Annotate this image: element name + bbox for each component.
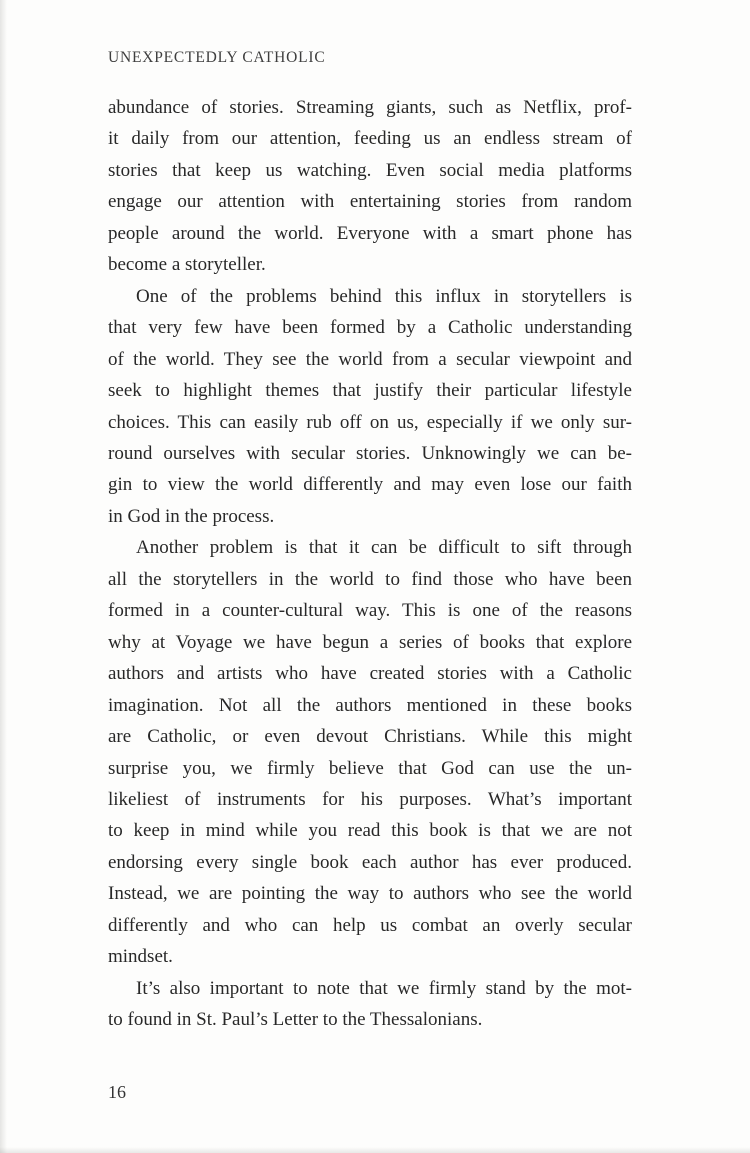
text-line: imagination. Not all the authors mentioned in these books bbox=[108, 694, 632, 716]
text-line: gin to view the world differently and may even lose our faith bbox=[108, 474, 632, 496]
page-bottom-edge-shadow bbox=[0, 1147, 750, 1153]
text-line: of the world. They see the world from a secular viewpoint and bbox=[108, 348, 632, 370]
text-line: endorsing every single book each author has ever produced. bbox=[108, 851, 632, 873]
text-line: seek to highlight themes that justify their particular lifestyle bbox=[108, 380, 632, 402]
text-line: round ourselves with secular stories. Unknowingly we can be- bbox=[108, 442, 632, 464]
text-line: in God in the process. bbox=[108, 505, 275, 527]
text-line: mindset. bbox=[108, 946, 173, 968]
text-line: differently and who can help us combat an overly secular bbox=[108, 914, 632, 936]
paragraph bbox=[108, 973, 632, 1036]
paragraph bbox=[108, 281, 632, 533]
text-line: formed in a counter-cultural way. This is one of the reasons bbox=[108, 600, 632, 622]
text-line: that very few have been formed by a Catholic understanding bbox=[108, 317, 632, 339]
running-header: UNEXPECTEDLY CATHOLIC bbox=[108, 49, 326, 66]
text-line: likeliest of instruments for his purposes. What’s important bbox=[108, 788, 632, 810]
text-line: become a storyteller. bbox=[108, 254, 266, 276]
text-line: Instead, we are pointing the way to authors who see the world bbox=[108, 883, 632, 905]
paragraph bbox=[108, 92, 632, 281]
text-line: It’s also important to note that we firmly stand by the mot- bbox=[136, 977, 632, 999]
text-line: surprise you, we firmly believe that God can use the un- bbox=[108, 757, 632, 779]
text-line: abundance of stories. Streaming giants, such as Netflix, prof- bbox=[108, 97, 632, 118]
text-line: all the storytellers in the world to find those who have been bbox=[108, 568, 632, 590]
text-line: engage our attention with entertaining stories from random bbox=[108, 191, 632, 213]
text-line: people around the world. Everyone with a smart phone has bbox=[108, 222, 632, 244]
text-line: choices. This can easily rub off on us, especially if we only sur- bbox=[108, 411, 632, 433]
text-line: why at Voyage we have begun a series of books that explore bbox=[108, 631, 632, 653]
text-line: stories that keep us watching. Even social media platforms bbox=[108, 159, 632, 181]
text-line: it daily from our attention, feeding us an endless stream of bbox=[108, 128, 632, 150]
text-line: to found in St. Paul’s Letter to the Thessalonians. bbox=[108, 1009, 483, 1031]
text-line: are Catholic, or even devout Christians. While this might bbox=[108, 726, 632, 748]
page-left-edge-shadow bbox=[0, 0, 7, 1153]
text-line: One of the problems behind this influx in storytellers is bbox=[136, 285, 632, 307]
text-line: authors and artists who have created stories with a Catholic bbox=[108, 663, 632, 685]
text-line: to keep in mind while you read this book is that we are not bbox=[108, 820, 632, 842]
text-line: Another problem is that it can be difficult to sift through bbox=[136, 537, 632, 559]
paragraph bbox=[108, 532, 632, 972]
text-body bbox=[108, 92, 632, 1036]
page-number: 16 bbox=[108, 1082, 126, 1102]
